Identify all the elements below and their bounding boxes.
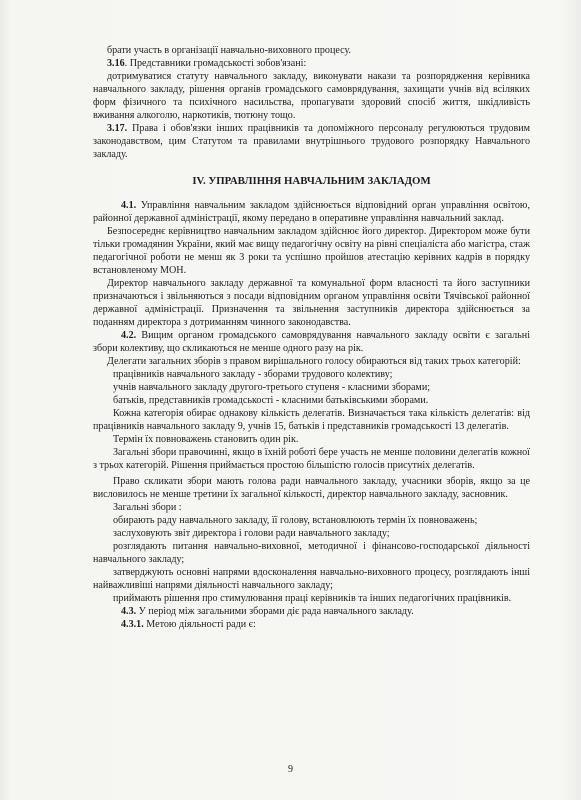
paragraph: дотримуватися статуту навчального закладу, виконувати накази та розпорядження керівника навчального закладу, рішення органів громадського самоврядування, захищати учнів від всіляких форм фізичного та психічного насильства, пропагувати здоровий спосіб життя, шкідливість вживання алкоголю, наркотиків, тютюну тощо. [93,71,530,121]
paragraph: Право скликати збори мають голова ради навчального закладу, учасники зборів, якщо за це висловилось не менше третини їх загальної кількості, директор навчального закладу, засновник. [93,476,530,500]
list-item: працівників навчального закладу - зборами трудового колективу; [113,369,393,380]
clause-text: Управління навчальним закладом здійснюється відповідний орган управління освітою, районної державної адміністрації, якому передано в оперативне управління навчальний заклад. [93,200,530,224]
list-item: заслуховують звіт директора і голови ради навчального закладу; [113,528,390,539]
document-body [93,44,530,631]
paragraph-4-3-1 [93,618,530,631]
paragraph: Загальні збори правочинні, якщо в їхній роботі бере участь не менше половини делегатів кожної з трьох категорій. Рішення приймається простою більшістю голосів присутніх делегатів. [93,447,530,471]
list-item: затверджують основні напрями вдосконалення навчально-виховного процесу, розглядають інші найважливіші напрями діяльності навчального закладу; [93,567,530,591]
paragraph: Термін їх повноважень становить один рік. [113,434,299,445]
paragraph-4-1 [93,199,530,225]
clause-number: 4.3. [121,606,137,617]
clause-number: 3.16 [107,58,125,69]
paragraph: Делегати загальних зборів з правом вирішального голосу обираються від таких трьох категорій: [107,356,521,367]
paragraph: Загальні збори : [113,502,182,513]
page-number: 9 [288,764,293,775]
list-item: обирають раду навчального закладу, її голову, встановлюють термін їх повноважень; [113,515,478,526]
paragraph: брати участь в організації навчально-виховного процесу. [107,45,352,56]
list-item: учнів навчального закладу другого-третього ступеня - класними зборами; [113,382,431,393]
paragraph-4-2 [93,329,530,355]
paragraph: Директор навчального закладу державної та комунальної форм власності та його заступники призначаються і звільняються з посади відповідним органом управління освіти Тячівської районної державної адміністрації. Призначення та звільнення заступників директора здійснюється за поданням директора з дотриманням чинного законодавства. [93,278,530,328]
paragraph-3-17 [93,122,530,161]
list-item: батьків, представників громадськості - класними батьківськими зборами. [113,395,429,406]
list-item: приймають рішення про стимулювання праці керівників та інших педагогічних працівників. [113,593,512,604]
list-item: розглядають питання навчально-виховної, методичної і фінансово-господарської діяльності навчального закладу; [93,541,530,565]
clause-number: 3.17. [107,123,128,134]
paragraph: Кожна категорія обирає однакову кількість делегатів. Визначається така кількість делегатів: від працівників навчального закладу 9, учнів 15, батьків і представників громадськості 13 делегатів. [93,408,530,432]
clause-number: 4.1. [121,200,137,211]
paragraph-3-16 [93,57,530,70]
paragraph-4-3 [93,605,530,618]
clause-text: Права і обов'язки інших працівників та допоміжного персоналу регулюються трудовим законодавством, цим Статутом та правилами внутрішнього трудового розпорядку Навчального закладу. [93,123,530,160]
section-heading: IV. УПРАВЛІННЯ НАВЧАЛЬНИМ ЗАКЛАДОМ [192,175,431,187]
clause-text: Вищим органом громадського самоврядування навчального закладу освіти є загальні збори колективу, що скликаються не менше одного разу на рік. [93,330,530,354]
clause-number: 4.2. [121,330,137,341]
clause-text: . Представники громадськості зобов'язані: [124,58,307,69]
clause-text: У період між загальними зборами діє рада навчального закладу. [136,606,414,617]
clause-number: 4.3.1. [121,619,144,630]
clause-text: Метою діяльності ради є: [143,619,256,630]
paragraph: Безпосереднє керівництво навчальним закладом здійснює його директор. Директором може бути тільки громадянин України, який має вищу педагогічну освіту на рівні спеціаліста або магістра, стаж педагогічної роботи не менш як 3 роки та успішно пройшов атестацію керівних кадрів в порядку встановленому МОН. [93,226,530,276]
